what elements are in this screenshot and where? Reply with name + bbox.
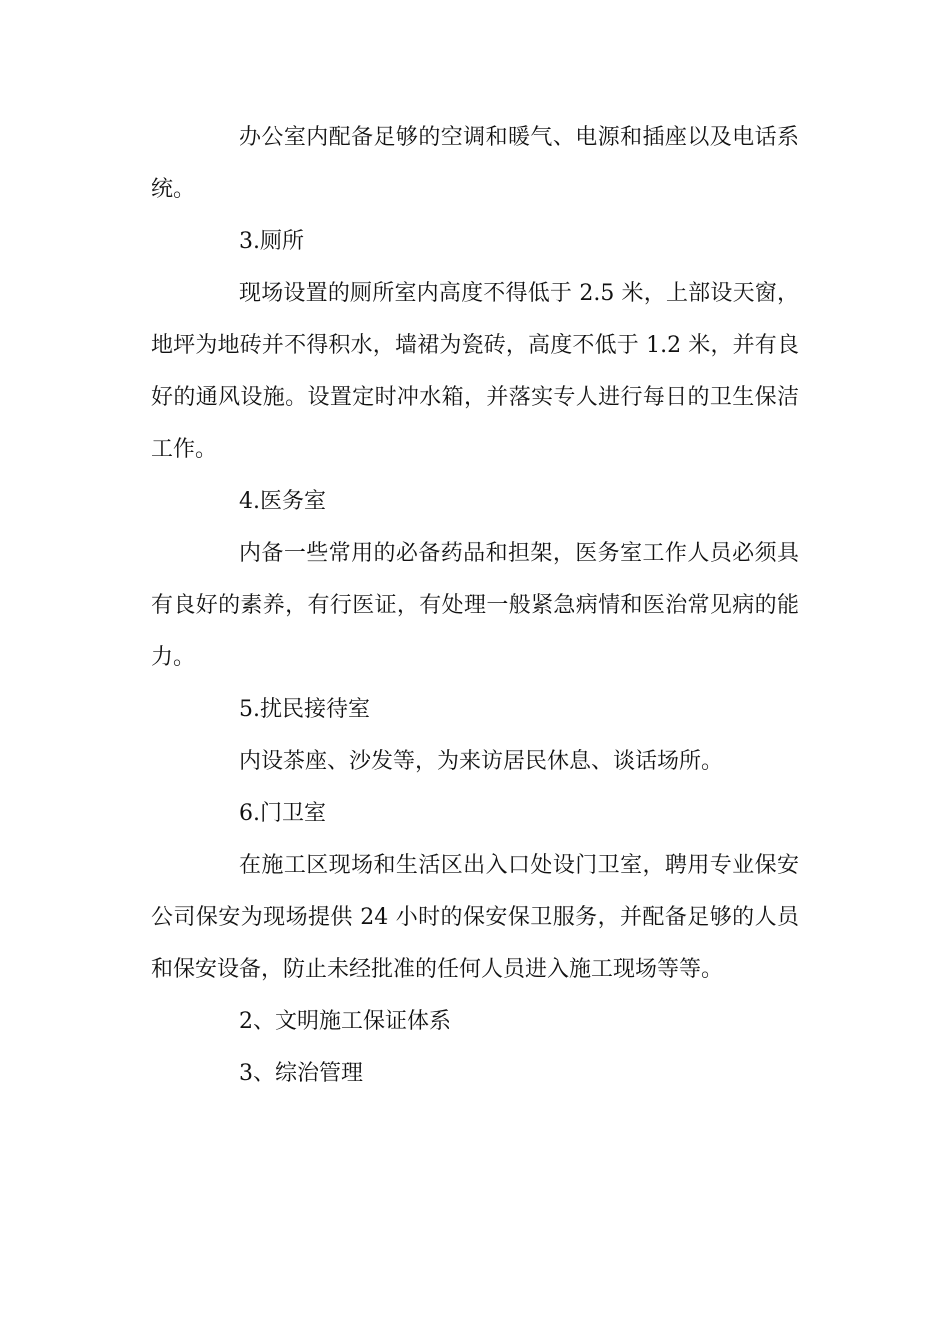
heading-civilized-construction: 2、文明施工保证体系 (239, 1009, 451, 1034)
heading-clinic: 4.医务室 (239, 489, 326, 514)
document-body (151, 112, 799, 1100)
heading-toilet: 3.厕所 (239, 229, 304, 254)
heading-comprehensive-management: 3、综治管理 (239, 1061, 363, 1086)
paragraph-toilet: 现场设置的厕所室内高度不得低于 2.5 米，上部设天窗，地坪为地砖并不得积水，墙裙为瓷砖，高度不低于 1.2 米，并有良好的通风设施。设置定时冲水箱，并落实专人进行每日的卫生保洁工作。 (151, 281, 799, 462)
paragraph-clinic: 内备一些常用的必备药品和担架，医务室工作人员必须具有良好的素养，有行医证，有处理一般紧急病情和医治常见病的能力。 (151, 541, 799, 670)
heading-guard-room: 6.门卫室 (239, 801, 326, 826)
paragraph-guard-room: 在施工区现场和生活区出入口处设门卫室，聘用专业保安公司保安为现场提供 24 小时的保安保卫服务，并配备足够的人员和保安设备，防止未经批准的任何人员进入施工现场等等。 (151, 853, 799, 982)
paragraph-office-equipment: 办公室内配备足够的空调和暖气、电源和插座以及电话系统。 (151, 125, 799, 202)
paragraph-reception-room: 内设茶座、沙发等，为来访居民休息、谈话场所。 (239, 749, 724, 774)
heading-reception-room: 5.扰民接待室 (239, 697, 370, 722)
